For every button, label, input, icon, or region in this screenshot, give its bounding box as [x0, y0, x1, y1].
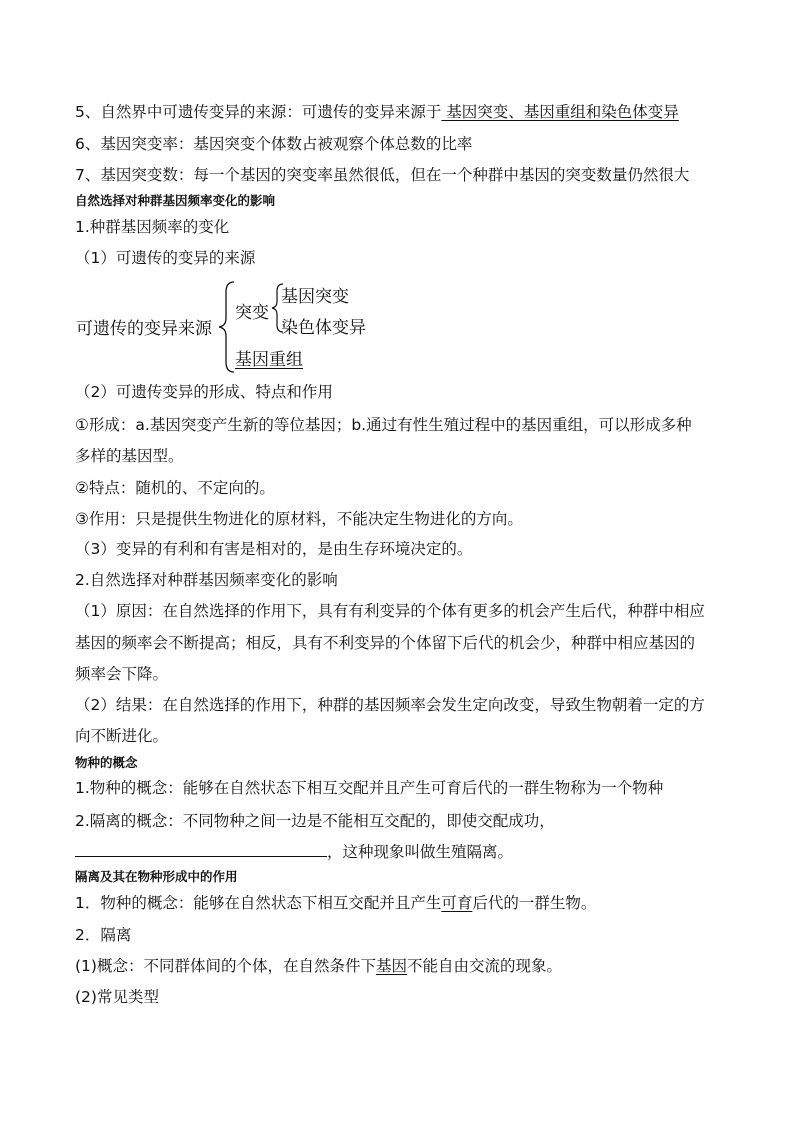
- para-species-fertile: [75, 893, 596, 913]
- para-common-types: (2)常见类型: [75, 988, 159, 1006]
- para-species-concept: 1.物种的概念：能够在自然状态下相互交配并且产生可育后代的一群生物称为一个物种: [75, 779, 664, 797]
- para-result-a: （2）结果：在自然选择的作用下，种群的基因频率会发生定向改变，导致生物朝着一定的方: [75, 696, 705, 714]
- diagram-branch-mutation: 突变: [235, 303, 269, 323]
- para-features: ②特点：随机的、不定向的。: [75, 479, 275, 497]
- outer-brace: [216, 280, 236, 374]
- item-5-text: 5、自然界中可遗传变异的来源：可遗传的变异来源于: [75, 103, 442, 121]
- para-formation-b: 多样的基因型。: [75, 447, 184, 465]
- para-relative: （3）变异的有利和有害是相对的，是由生存环境决定的。: [75, 540, 473, 558]
- diagram-branch-recombination: 基因重组: [235, 350, 303, 370]
- item-5-answer: 基因突变、基因重组和染色体变异: [441, 103, 679, 121]
- text: 不能自由交流的现象。: [406, 957, 562, 975]
- para-isolation-concept: 2.隔离的概念：不同物种之间一边是不能相互交配的，即使交配成功，: [75, 812, 555, 830]
- item-6: 6、基因突变率：基因突变个体数占被观察个体总数的比率: [75, 135, 473, 153]
- para-selection-effect: 2.自然选择对种群基因频率变化的影响: [75, 571, 338, 589]
- para-result-b: 向不断进化。: [75, 727, 169, 745]
- answer-blank[interactable]: [75, 842, 327, 857]
- item-5: [75, 102, 679, 122]
- diagram-leaf-chromosome: 染色体变异: [281, 318, 366, 338]
- para-isolation-def: [75, 956, 562, 976]
- text: 后代的一群生物。: [472, 894, 597, 912]
- item-7: 7、基因突变数：每一个基因的突变率虽然很低，但在一个种群中基因的突变数量仍然很大: [75, 166, 690, 184]
- diagram-leaf-gene-mutation: 基因突变: [281, 287, 349, 307]
- underlined-term: 基因: [375, 957, 407, 975]
- section-heading-species: 物种的概念: [75, 755, 138, 770]
- section-heading-selection: 自然选择对种群基因频率变化的影响: [75, 193, 276, 208]
- para-gene-frequency: 1.种群基因频率的变化: [75, 218, 230, 236]
- para-cause-b: 基因的频率会不断提高；相反，具有不利变异的个体留下后代的机会少，种群中相应基因的: [75, 634, 696, 652]
- text: 1．物种的概念：能够在自然状态下相互交配并且产生: [75, 894, 442, 912]
- diagram-root: 可遗传的变异来源: [76, 319, 212, 339]
- para-isolation-tail: ，这种现象叫做生殖隔离。: [327, 843, 514, 861]
- para-formation-features: （2）可遗传变异的形成、特点和作用: [75, 383, 333, 401]
- text: (1)概念：不同群体间的个体，在自然条件下: [75, 957, 376, 975]
- para-function: ③作用：只是提供生物进化的原材料，不能决定生物进化的方向。: [75, 510, 523, 528]
- para-variation-source: （1）可遗传的变异的来源: [75, 249, 256, 267]
- section-heading-isolation: 隔离及其在物种形成中的作用: [75, 869, 238, 884]
- underlined-term: 可育: [441, 894, 473, 912]
- para-isolation: 2．隔离: [75, 926, 132, 944]
- para-formation-a: ①形成：a.基因突变产生新的等位基因；b.通过有性生殖过程中的基因重组，可以形成多种: [75, 416, 692, 434]
- para-cause-c: 频率会下降。: [75, 665, 169, 683]
- para-cause-a: （1）原因：在自然选择的作用下，具有有利变异的个体有更多的机会产生后代，种群中相应: [75, 602, 705, 620]
- para-isolation-blank: [75, 842, 513, 862]
